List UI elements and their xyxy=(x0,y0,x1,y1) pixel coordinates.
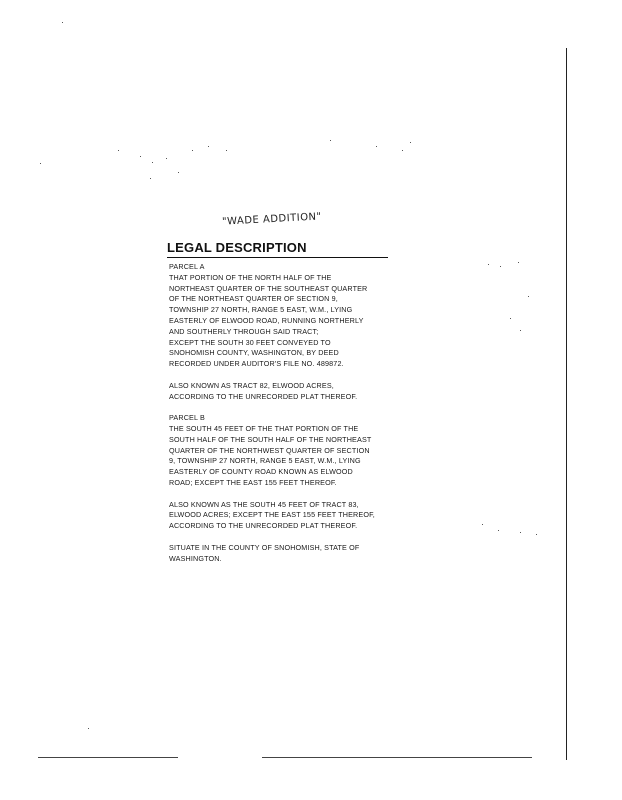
parcel-a-line: SNOHOMISH COUNTY, WASHINGTON, BY DEED xyxy=(169,348,339,358)
parcel-a-aka-line: ALSO KNOWN AS TRACT 82, ELWOOD ACRES, xyxy=(169,380,334,390)
parcel-a-aka-line: ACCORDING TO THE UNRECORDED PLAT THEREOF. xyxy=(169,391,358,401)
parcel-b-line: SOUTH HALF OF THE SOUTH HALF OF THE NORTHEAST xyxy=(169,434,372,444)
parcel-a-line: TOWNSHIP 27 NORTH, RANGE 5 EAST, W.M., LYING xyxy=(169,305,353,315)
parcel-b-line: EASTERLY OF COUNTY ROAD KNOWN AS ELWOOD xyxy=(169,467,353,477)
parcel-a-line: THAT PORTION OF THE NORTH HALF OF THE xyxy=(169,272,332,282)
parcel-b-aka-line: ELWOOD ACRES; EXCEPT THE EAST 155 FEET THEREOF, xyxy=(169,510,375,520)
handwritten-annotation: "WADE ADDITION" xyxy=(221,211,322,228)
parcel-b-aka-line: ALSO KNOWN AS THE SOUTH 45 FEET OF TRACT 83, xyxy=(169,499,359,509)
page-edge-line xyxy=(566,48,567,760)
parcel-b-section xyxy=(169,413,429,489)
situate-line: WASHINGTON. xyxy=(169,553,222,563)
parcel-a-line: AND SOUTHERLY THROUGH SAID TRACT; xyxy=(169,326,319,336)
situate-line: SITUATE IN THE COUNTY OF SNOHOMISH, STATE OF xyxy=(169,542,360,552)
parcel-b-line: ROAD; EXCEPT THE EAST 155 FEET THEREOF. xyxy=(169,477,337,487)
parcel-a-line: OF THE NORTHEAST QUARTER OF SECTION 9, xyxy=(169,294,338,304)
bottom-rule-right xyxy=(262,757,532,758)
parcel-b-aka-line: ACCORDING TO THE UNRECORDED PLAT THEREOF. xyxy=(169,521,358,531)
title-underline xyxy=(167,257,388,258)
page-title: LEGAL DESCRIPTION xyxy=(167,240,307,255)
parcel-a-also-known xyxy=(169,381,429,403)
situate-clause xyxy=(169,543,429,565)
parcel-a-line: EASTERLY OF ELWOOD ROAD, RUNNING NORTHERLY xyxy=(169,315,364,325)
parcel-b-also-known xyxy=(169,500,429,532)
parcel-a-line: RECORDED UNDER AUDITOR'S FILE NO. 489872. xyxy=(169,359,344,369)
parcel-a-line: NORTHEAST QUARTER OF THE SOUTHEAST QUARTER xyxy=(169,283,368,293)
parcel-a-section xyxy=(169,262,429,370)
bottom-rule-left xyxy=(38,757,178,758)
parcel-b-line: 9, TOWNSHIP 27 NORTH, RANGE 5 EAST, W.M., LYING xyxy=(169,456,361,466)
parcel-a-line: EXCEPT THE SOUTH 30 FEET CONVEYED TO xyxy=(169,337,331,347)
legal-description-body xyxy=(169,262,429,575)
parcel-b-line: QUARTER OF THE NORTHWEST QUARTER OF SECTION xyxy=(169,445,370,455)
parcel-b-line: THE SOUTH 45 FEET OF THE THAT PORTION OF THE xyxy=(169,423,359,433)
parcel-b-label: PARCEL B xyxy=(169,413,205,423)
parcel-a-label: PARCEL A xyxy=(169,262,205,271)
